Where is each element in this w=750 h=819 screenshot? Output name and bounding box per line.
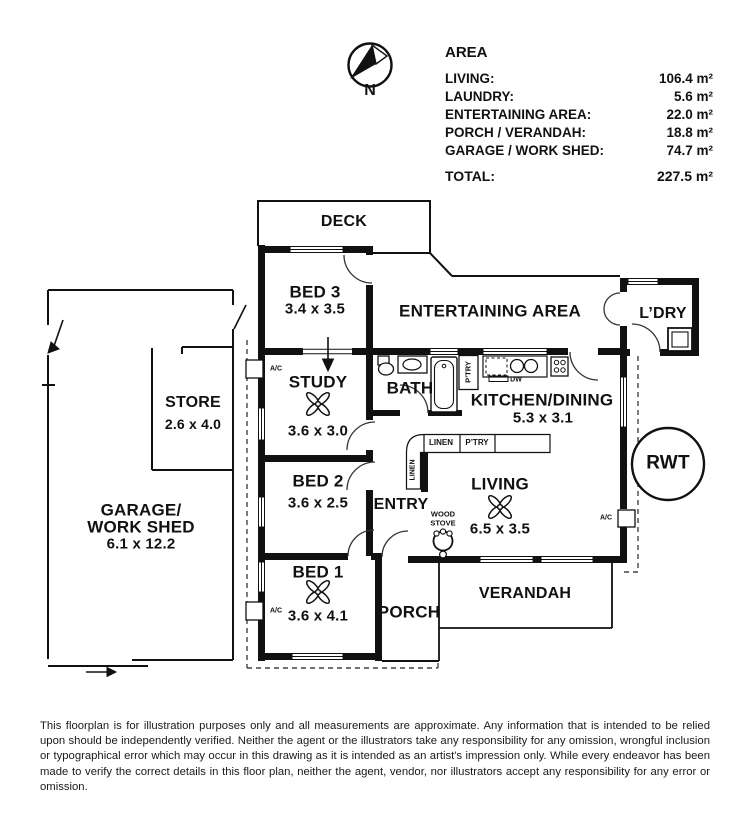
ceiling-fan-living: [487, 494, 513, 520]
window-kitchen-east: [621, 377, 627, 427]
room-label-store: STORE: [165, 394, 221, 411]
ac-label-bed1: A/C: [269, 607, 283, 615]
room-dims-bed3: 3.4 x 3.5: [284, 300, 346, 318]
window-bed1-west: [259, 562, 265, 592]
room-label-bed2: BED 2: [292, 471, 344, 491]
sink-bowl-right: [525, 360, 538, 373]
window-bed3-north: [290, 247, 343, 253]
room-label-bed1: BED 1: [292, 562, 344, 582]
compass-north-label: N: [364, 82, 376, 99]
room-label-bath: BATH: [386, 378, 434, 398]
ceiling-fan-study: [305, 391, 331, 417]
garage-side-door-arrow: [48, 320, 63, 353]
laundry-tub-icon: [668, 328, 692, 351]
legend-row: LAUNDRY: 5.6 m²: [445, 89, 713, 104]
kitchen-fixtures: [483, 356, 568, 382]
room-label-garage-1: GARAGE/: [100, 500, 182, 520]
basin-icon: [398, 356, 427, 373]
entertaining-roofline: [430, 253, 620, 276]
room-label-entry: ENTRY: [373, 496, 429, 513]
legend-row: PORCH / VERANDAH: 18.8 m²: [445, 125, 713, 140]
area-legend: [445, 44, 713, 185]
compass-icon: [349, 44, 392, 87]
fridge-space: [486, 358, 507, 375]
ac-label-study: A/C: [269, 365, 283, 373]
room-label-deck: DECK: [320, 213, 368, 230]
door-bed2: [347, 462, 375, 490]
garage-door-leaf: [234, 305, 246, 329]
room-dims-bed2: 3.6 x 2.5: [287, 494, 349, 512]
window-laundry-north: [628, 279, 658, 285]
bathtub-icon: [431, 357, 457, 412]
linen-vertical-label: LINEN: [409, 459, 417, 481]
door-laundry-west-lower: [604, 309, 620, 325]
wood-stove-label-2: STOVE: [430, 518, 456, 528]
window-kitchen-north: [483, 349, 547, 355]
legend-total-row: TOTAL: 227.5 m²: [445, 168, 713, 184]
window-living-south-1: [480, 557, 533, 563]
room-dims-study: 3.6 x 3.0: [287, 422, 349, 440]
door-laundry-south: [632, 324, 660, 352]
door-bed3: [344, 255, 372, 283]
ac-unit-study: [246, 360, 263, 378]
window-living-south-2: [541, 557, 593, 563]
room-label-kitchen: KITCHEN/DINING: [470, 390, 614, 410]
pantry-vertical-label: P’TRY: [463, 361, 473, 383]
ceiling-fan-bed1: [305, 579, 331, 605]
room-label-study: STUDY: [288, 372, 348, 392]
door-kitchen-ne: [570, 352, 598, 380]
window-bed1-south: [292, 654, 343, 660]
garage-slide-door-arrow: [86, 668, 116, 677]
room-label-entertaining: ENTERTAINING AREA: [399, 301, 581, 321]
ac-unit-living: [618, 510, 635, 527]
room-label-bed3: BED 3: [289, 282, 341, 302]
door-entry: [382, 531, 408, 557]
window-bed2-west: [259, 497, 265, 527]
room-label-garage-2: WORK SHED: [87, 517, 195, 537]
disclaimer-text: This floorplan is for illustration purposes only and all measurements are approximate. Any information that is intended to be relied upon should be independently verified. Neither the agent or the illustrators take any responsibility for any omission, wrongful inclusion or typographical error which may occur in this drawing as it is intended as an artist's impression only. While every endeavor has been made to verify the correct details in this floor plan, neither the agent, vendor, nor illustrators accept any responsibility for any error or omission.: [40, 720, 710, 793]
ac-unit-bed1: [246, 602, 263, 620]
room-dims-store: 2.6 x 4.0: [164, 416, 222, 432]
pantry-bench-label: P’TRY: [465, 438, 489, 447]
wood-stove-label-1: WOOD: [430, 509, 456, 519]
legend-title: AREA: [445, 44, 488, 61]
dishwasher-label: DW: [510, 376, 522, 384]
door-laundry-west-upper: [604, 293, 620, 309]
wood-stove-icon: [434, 529, 453, 558]
window-bath-north: [430, 349, 458, 355]
linen-bench-label: LINEN: [429, 438, 453, 447]
legend-row: LIVING: 106.4 m²: [445, 71, 713, 86]
room-dims-bed1: 3.6 x 4.1: [287, 607, 349, 625]
sink-bowl-left: [511, 360, 524, 373]
room-dims-garage: 6.1 x 12.2: [106, 535, 176, 553]
room-label-living: LIVING: [471, 474, 529, 494]
ac-label-living: A/C: [599, 514, 613, 522]
door-study: [347, 422, 375, 450]
room-label-rwt: RWT: [646, 452, 690, 474]
toilet-icon: [378, 356, 394, 375]
legend-row: ENTERTAINING AREA: 22.0 m²: [445, 107, 713, 122]
room-label-porch: PORCH: [377, 602, 441, 622]
room-label-verandah: VERANDAH: [478, 585, 572, 602]
verandah-outline: [439, 563, 612, 661]
legend-row: GARAGE / WORK SHED: 74.7 m²: [445, 143, 713, 158]
room-dims-kitchen: 5.3 x 3.1: [512, 409, 574, 427]
room-dims-living: 6.5 x 3.5: [469, 520, 531, 538]
window-study-west: [259, 408, 265, 440]
cooktop-icon: [551, 357, 568, 376]
room-label-laundry: L’DRY: [639, 305, 687, 322]
